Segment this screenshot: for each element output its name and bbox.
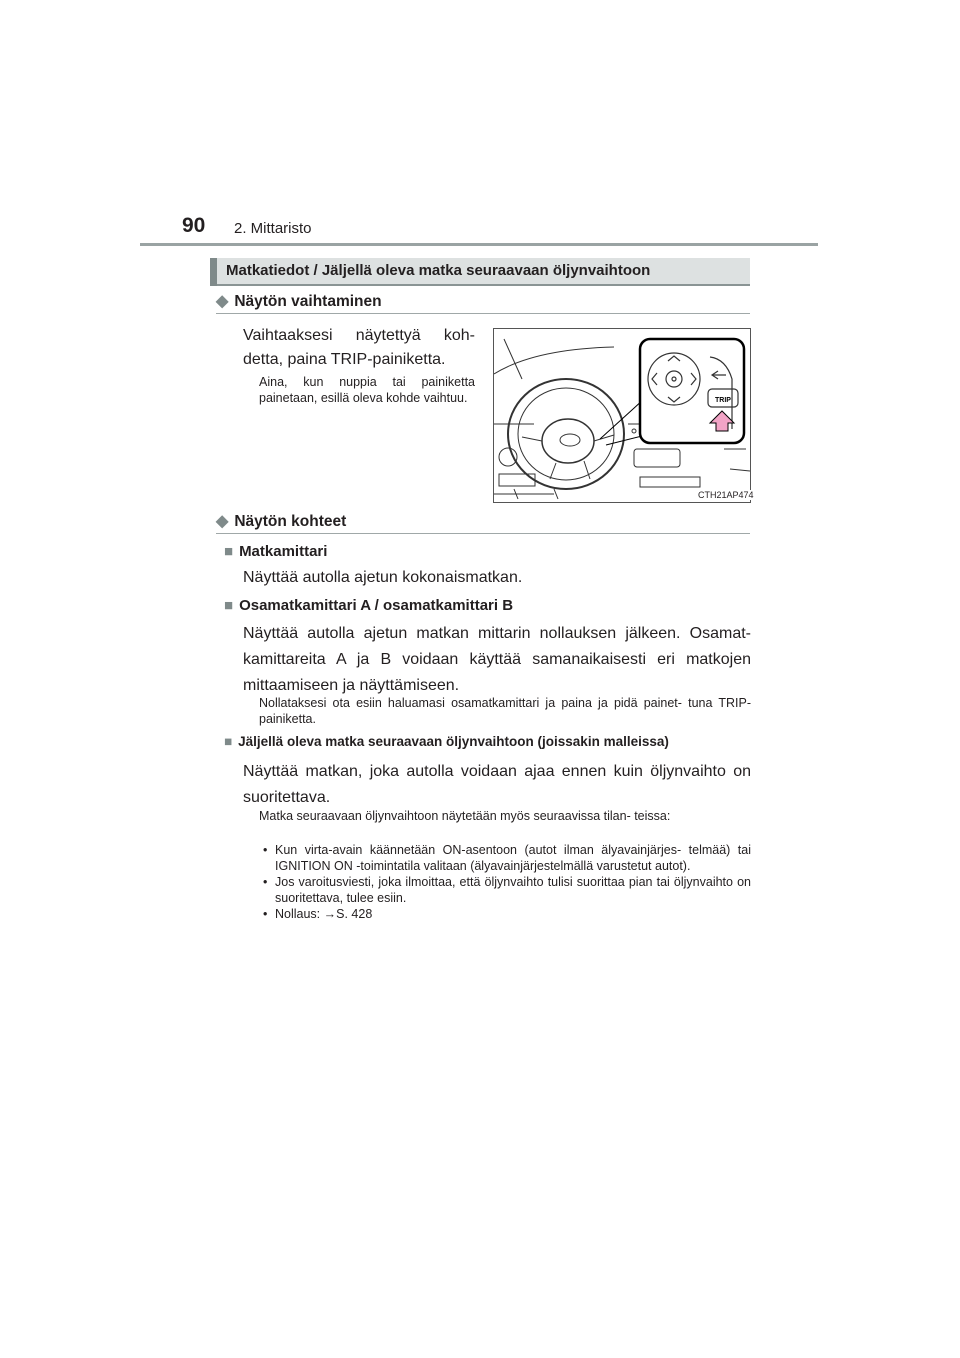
item-heading-trip-meter: ■ Osamatkamittari A / osamatkamittari B: [224, 597, 514, 614]
list-item: • Jos varoitusviesti, joka ilmoittaa, että öljynvaihto tulisi suorittaa pian tai öljynvaihto on suoritettava, tulee esiin.: [259, 874, 751, 906]
item-note-oil-change: Matka seuraavaan öljynvaihtoon näytetään myös seuraavissa tilan- teissa:: [259, 809, 671, 823]
steering-wheel-illustration: [493, 328, 751, 503]
page-number: 90: [182, 214, 206, 237]
item-text-trip-meter: Näyttää autolla ajetun matkan mittarin nollauksen jälkeen. Osamat- kamittareita A ja B voidaan käyttää samanaikaisesti eri matkojen mittaamiseen ja näyttämiseen.: [243, 625, 751, 694]
section-title-bar: [210, 258, 750, 286]
diamond-icon: ◆: [216, 513, 229, 530]
square-bullet-icon: ■: [224, 734, 233, 749]
subheading-rule: [216, 313, 750, 314]
switching-note: Aina, kun nuppia tai painiketta painetaan, esillä oleva kohde vaihtuu.: [259, 375, 475, 405]
diamond-icon: ◆: [216, 293, 229, 310]
square-bullet-icon: ■: [224, 543, 234, 560]
item-heading-odometer: ■ Matkamittari: [224, 543, 328, 560]
dashboard-drawing: [494, 329, 750, 502]
list-item[interactable]: • Nollaus: →S. 428: [259, 906, 751, 922]
item-text-oil-change: Näyttää matkan, joka autolla voidaan ajaa ennen kuin öljynvaihto on suoritettava.: [243, 763, 751, 806]
oil-change-bullet-list: [259, 842, 751, 922]
subheading-switching: ◆ Näytön vaihtaminen: [216, 293, 382, 310]
switching-text: Vaihtaaksesi näytettyä koh- detta, paina TRIP-painiketta.: [243, 327, 475, 368]
square-bullet-icon: ■: [224, 597, 234, 614]
item-text-odometer: Näyttää autolla ajetun kokonaismatkan.: [243, 569, 523, 586]
subheading-items: ◆ Näytön kohteet: [216, 513, 347, 530]
chapter-title: 2. Mittaristo: [234, 220, 312, 237]
list-item: • Kun virta-avain käännetään ON-asentoon (autot ilman älyavainjärjes- telmää) tai IGNITION ON -toimintatila valitaan (älyavainjärjestelmällä varustetut autot).: [259, 842, 751, 874]
section-title: Matkatiedot / Jäljellä oleva matka seuraavaan öljynvaihtoon: [226, 262, 651, 279]
item-note-trip-meter: Nollataksesi ota esiin haluamasi osamatkamittari ja paina ja pidä painet- tuna TRIP-painiketta.: [259, 696, 751, 726]
subheading-rule: [216, 533, 750, 534]
figure-code: CTH21AP474: [698, 490, 754, 500]
section-bar-tick: [210, 258, 217, 286]
trip-button-label: TRIP: [715, 397, 731, 404]
item-heading-oil-change: ■ Jäljellä oleva matka seuraavaan öljynvaihtoon (joissakin malleissa): [224, 734, 669, 749]
header-rule: [140, 243, 818, 246]
